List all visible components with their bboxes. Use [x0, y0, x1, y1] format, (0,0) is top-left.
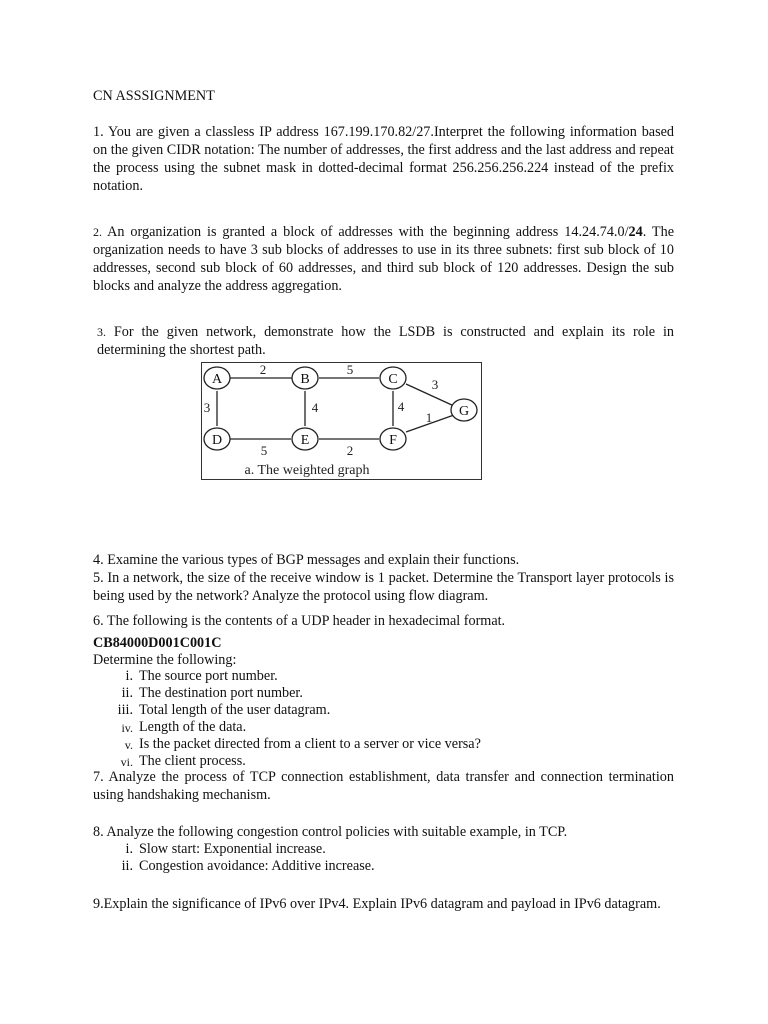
- node-label-b: B: [300, 372, 310, 387]
- weight-a-b: 2: [259, 362, 267, 377]
- list-item: [93, 684, 674, 701]
- list-item: [93, 701, 674, 718]
- question-6: 6. The following is the contents of a UDP header in hexadecimal format.: [93, 613, 506, 629]
- list-item: [93, 857, 674, 874]
- list-item-text: Slow start: Exponential increase.: [139, 841, 326, 857]
- edge-c-g: [406, 384, 454, 406]
- list-item-number: iii.: [117, 702, 133, 718]
- question-7: 7. Analyze the process of TCP connection establishment, data transfer and connection termination using handshaking mechanism.: [93, 769, 674, 803]
- list-item-number: v.: [124, 738, 133, 752]
- weighted-graph-figure: [201, 362, 482, 480]
- weight-e-f: 2: [346, 443, 354, 458]
- weight-b-c: 5: [346, 362, 354, 377]
- question-6-list: [93, 667, 674, 769]
- question-3-number: 3.: [97, 325, 106, 339]
- list-item-number: ii.: [121, 858, 133, 874]
- list-item: [93, 667, 674, 684]
- list-item-number: iv.: [121, 721, 133, 735]
- list-item-text: Length of the data.: [139, 719, 247, 735]
- list-item-text: The source port number.: [139, 668, 278, 684]
- list-item-text: The client process.: [139, 753, 246, 769]
- document-title: CN ASSSIGNMENT: [93, 88, 215, 104]
- question-2-text-a: An organization is granted a block of addresses with the beginning address 14.24.74.0/: [102, 224, 629, 240]
- list-item: [93, 752, 674, 769]
- question-8: 8. Analyze the following congestion control policies with suitable example, in TCP.: [93, 824, 568, 840]
- question-3: [97, 323, 674, 359]
- node-label-d: D: [211, 433, 223, 448]
- graph-caption: a. The weighted graph: [244, 463, 370, 478]
- question-2-text-b: . The organization needs to have 3 sub blocks of addresses to use in its three subnets: first sub block of 10 addresses, second sub block of 60 addresses, and third sub block of 120 addresses. Design the sub blocks and analyze the address aggregation.: [93, 224, 674, 294]
- question-2-bold-prefix: 24: [628, 224, 643, 240]
- list-item: [93, 718, 674, 735]
- list-item-text: Is the packet directed from a client to a server or vice versa?: [139, 736, 481, 752]
- list-item-text: Congestion avoidance: Additive increase.: [139, 858, 375, 874]
- question-9: 9.Explain the significance of IPv6 over IPv4. Explain IPv6 datagram and payload in IPv6 datagram.: [93, 896, 661, 912]
- weight-c-g: 3: [431, 377, 439, 392]
- question-4: 4. Examine the various types of BGP messages and explain their functions.: [93, 552, 520, 568]
- list-item-text: The destination port number.: [139, 685, 303, 701]
- question-3-text: For the given network, demonstrate how the LSDB is constructed and explain its role in determining the shortest path.: [97, 324, 674, 358]
- question-1: 1. You are given a classless IP address 167.199.170.82/27.Interpret the following information based on the given CIDR notation: The number of addresses, the first address and the last address and repeat the process using the subnet mask in dotted-decimal format 256.256.256.224 instead of the prefix notation.: [93, 124, 674, 194]
- list-item-text: Total length of the user datagram.: [139, 702, 331, 718]
- question-8-list: [93, 840, 674, 874]
- node-label-e: E: [300, 433, 310, 448]
- graph-edges: [217, 378, 454, 439]
- node-label-g: G: [458, 404, 470, 419]
- graph-frame: [202, 363, 482, 480]
- question-6-prompt: Determine the following:: [93, 652, 237, 668]
- weight-c-f: 4: [397, 399, 405, 414]
- list-item: [93, 735, 674, 752]
- weight-a-d: 3: [203, 400, 211, 415]
- node-label-f: F: [389, 433, 397, 448]
- weight-f-g: 1: [425, 410, 433, 425]
- node-label-c: C: [388, 372, 398, 387]
- udp-header-hex: CB84000D001C001C: [93, 635, 222, 651]
- weight-d-e: 5: [260, 443, 268, 458]
- weight-b-e: 4: [311, 400, 319, 415]
- list-item: [93, 840, 674, 857]
- question-2: [93, 223, 674, 295]
- list-item-number: ii.: [121, 685, 133, 701]
- list-item-number: vi.: [120, 755, 133, 769]
- question-2-number: 2.: [93, 225, 102, 239]
- question-5: 5. In a network, the size of the receive window is 1 packet. Determine the Transport layer protocols is being used by the network? Analyze the protocol using flow diagram.: [93, 570, 674, 604]
- list-item-number: i.: [125, 668, 133, 684]
- list-item-number: i.: [125, 841, 133, 857]
- node-label-a: A: [211, 372, 223, 387]
